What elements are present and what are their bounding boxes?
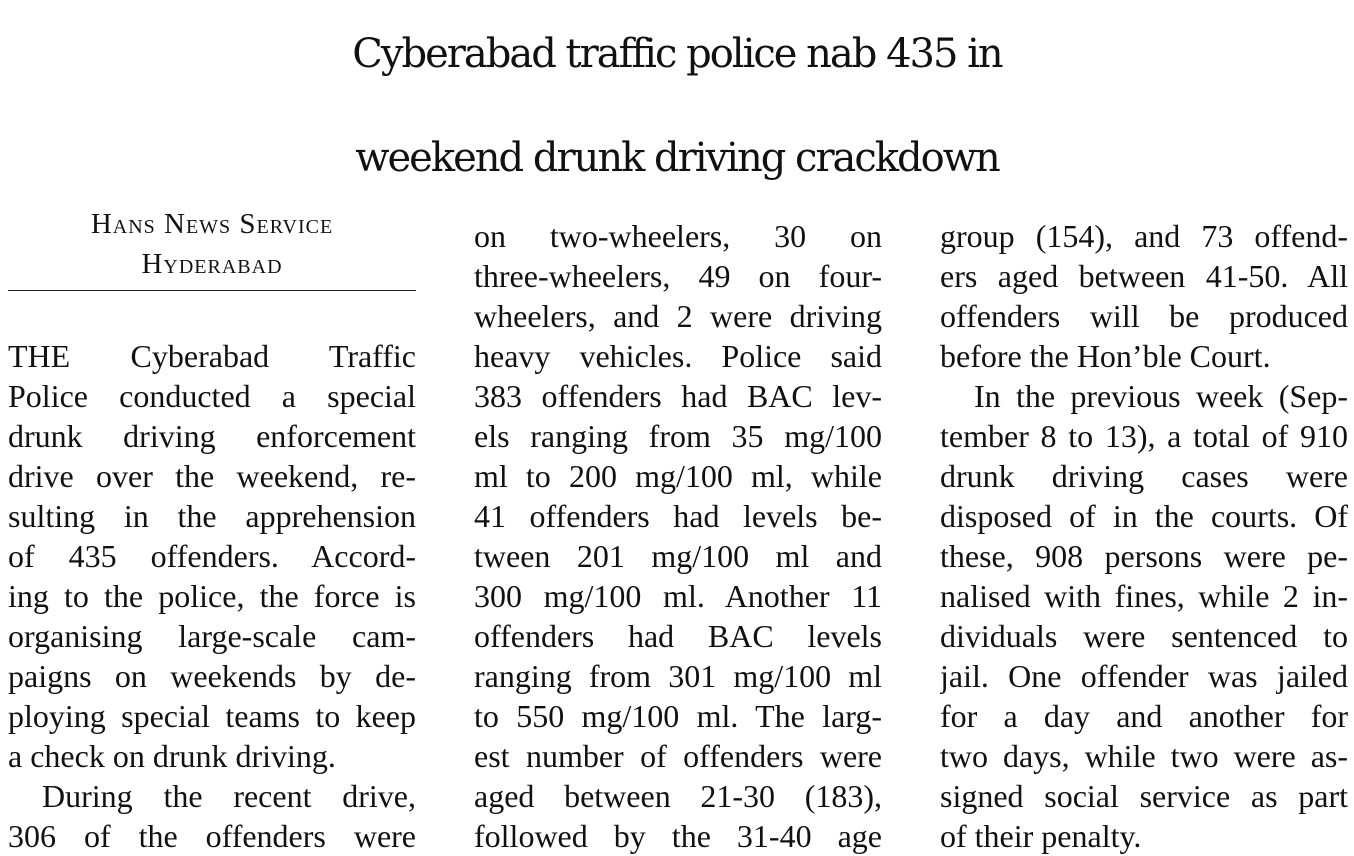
column-line: 383 offenders had BAC lev- bbox=[474, 378, 882, 414]
column-line: In the previous week (Sep- bbox=[974, 378, 1348, 414]
column-line: ranging from 301 mg/100 ml bbox=[474, 658, 882, 694]
column-line: ploying special teams to keep bbox=[8, 698, 416, 734]
column-line: tember 8 to 13), a total of 910 bbox=[940, 418, 1348, 454]
byline-divider bbox=[8, 290, 416, 291]
article-column-3 bbox=[940, 216, 1348, 856]
column-line: two days, while two were as- bbox=[940, 738, 1348, 774]
column-line: THE Cyberabad Traffic bbox=[8, 338, 416, 374]
column-line: els ranging from 35 mg/100 bbox=[474, 418, 882, 454]
column-line: organising large-scale cam- bbox=[8, 618, 416, 654]
column-line: drunk driving enforcement bbox=[8, 418, 416, 454]
column-line: offenders will be produced bbox=[940, 298, 1348, 334]
headline-line-1: Cyberabad traffic police nab 435 in bbox=[352, 31, 1002, 77]
column-line: followed by the 31-40 age bbox=[474, 818, 882, 854]
column-line: dividuals were sentenced to bbox=[940, 618, 1348, 654]
article-column-1 bbox=[8, 336, 416, 856]
column-line: disposed of in the courts. Of bbox=[940, 498, 1348, 534]
column-line: to 550 mg/100 ml. The larg- bbox=[474, 698, 882, 734]
column-line: of their penalty. bbox=[940, 818, 1142, 854]
byline bbox=[8, 204, 416, 284]
column-line: During the recent drive, bbox=[42, 778, 416, 814]
column-line: 306 of the offenders were bbox=[8, 818, 416, 854]
column-line: drive over the weekend, re- bbox=[8, 458, 416, 494]
column-line: heavy vehicles. Police said bbox=[474, 338, 882, 374]
column-line: wheelers, and 2 were driving bbox=[474, 298, 882, 334]
column-line: ers aged between 41-50. All bbox=[940, 258, 1348, 294]
column-line: aged between 21-30 (183), bbox=[474, 778, 882, 814]
column-line: signed social service as part bbox=[940, 778, 1348, 814]
column-line: 41 offenders had levels be- bbox=[474, 498, 882, 534]
column-line: these, 908 persons were pe- bbox=[940, 538, 1348, 574]
column-line: ml to 200 mg/100 ml, while bbox=[474, 458, 882, 494]
column-line: est number of offenders were bbox=[474, 738, 882, 774]
column-line: 300 mg/100 ml. Another 11 bbox=[474, 578, 882, 614]
article-column-2 bbox=[474, 216, 882, 856]
headline bbox=[0, 0, 1354, 210]
column-line: three-wheelers, 49 on four- bbox=[474, 258, 882, 294]
column-line: offenders had BAC levels bbox=[474, 618, 882, 654]
column-line: on two-wheelers, 30 on bbox=[474, 218, 882, 254]
byline-service: Hans News Service bbox=[90, 208, 334, 240]
column-line: group (154), and 73 offend- bbox=[940, 218, 1348, 254]
column-line: for a day and another for bbox=[940, 698, 1348, 734]
column-line: Police conducted a special bbox=[8, 378, 416, 414]
column-line: a check on drunk driving. bbox=[8, 738, 336, 774]
byline-place: Hyderabad bbox=[141, 248, 283, 280]
column-line: before the Hon’ble Court. bbox=[940, 338, 1271, 374]
column-line: sulting in the apprehension bbox=[8, 498, 416, 534]
column-line: paigns on weekends by de- bbox=[8, 658, 416, 694]
column-line: jail. One offender was jailed bbox=[940, 658, 1348, 694]
column-line: drunk driving cases were bbox=[940, 458, 1348, 494]
headline-line-2: weekend drunk driving crackdown bbox=[355, 135, 999, 181]
column-line: of 435 offenders. Accord- bbox=[8, 538, 416, 574]
column-line: nalised with fines, while 2 in- bbox=[940, 578, 1348, 614]
column-line: tween 201 mg/100 ml and bbox=[474, 538, 882, 574]
column-line: ing to the police, the force is bbox=[8, 578, 416, 614]
